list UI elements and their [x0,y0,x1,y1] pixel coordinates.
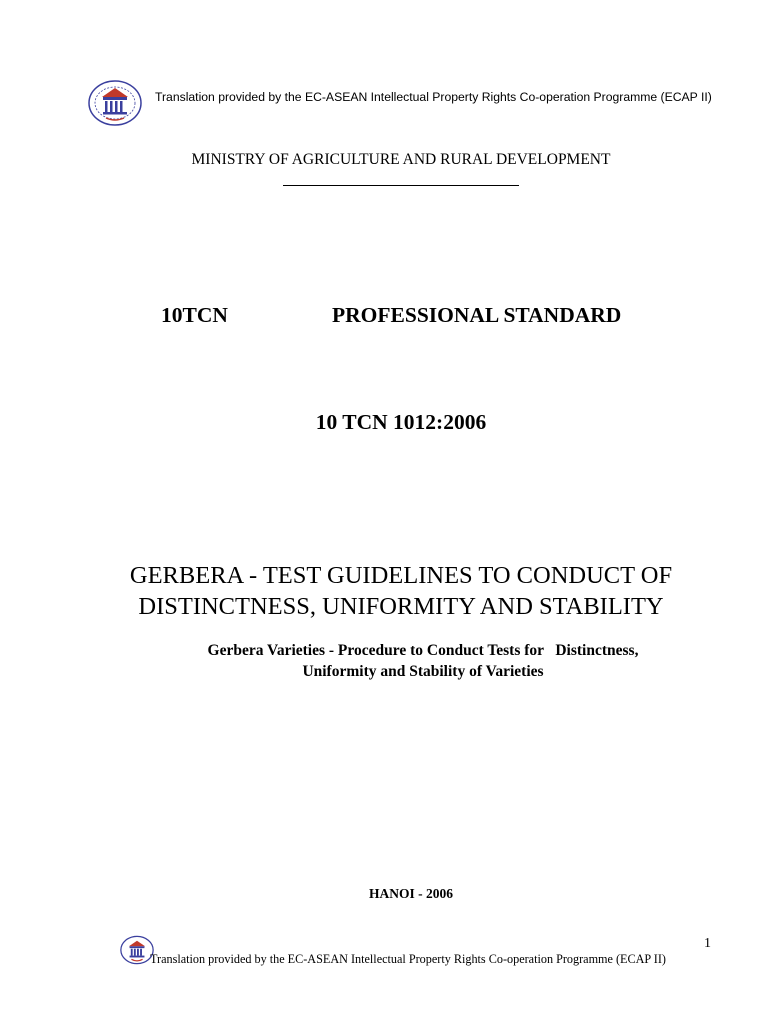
standard-type: PROFESSIONAL STANDARD [332,303,622,327]
header-translation-note: Translation provided by the EC-ASEAN Intellectual Property Rights Co-operation Programme (ECAP II) [155,90,712,104]
ministry-name: MINISTRY OF AGRICULTURE AND RURAL DEVELOPMENT [191,151,611,168]
standard-number: 10 TCN 1012:2006 [315,410,487,434]
subtitle-line-1: Gerbera Varieties - Procedure to Conduct Tests for Distinctness, [207,642,639,659]
title-line-1: GERBERA - TEST GUIDELINES TO CONDUCT OF [129,562,673,589]
place-and-year: HANOI - 2006 [369,886,453,901]
page-number: 1 [704,936,711,951]
title-line-2: DISTINCTNESS, UNIFORMITY AND STABILITY [138,593,664,620]
footer-translation-note: Translation provided by the EC-ASEAN Intellectual Property Rights Co-operation Programme (ECAP II) [150,952,666,966]
divider-line [283,185,519,186]
standard-code: 10TCN [161,303,228,327]
document-title [0,560,768,622]
document-subtitle [168,640,678,682]
ecap-logo-icon [86,78,144,128]
subtitle-line-2: Uniformity and Stability of Varieties [302,663,544,680]
